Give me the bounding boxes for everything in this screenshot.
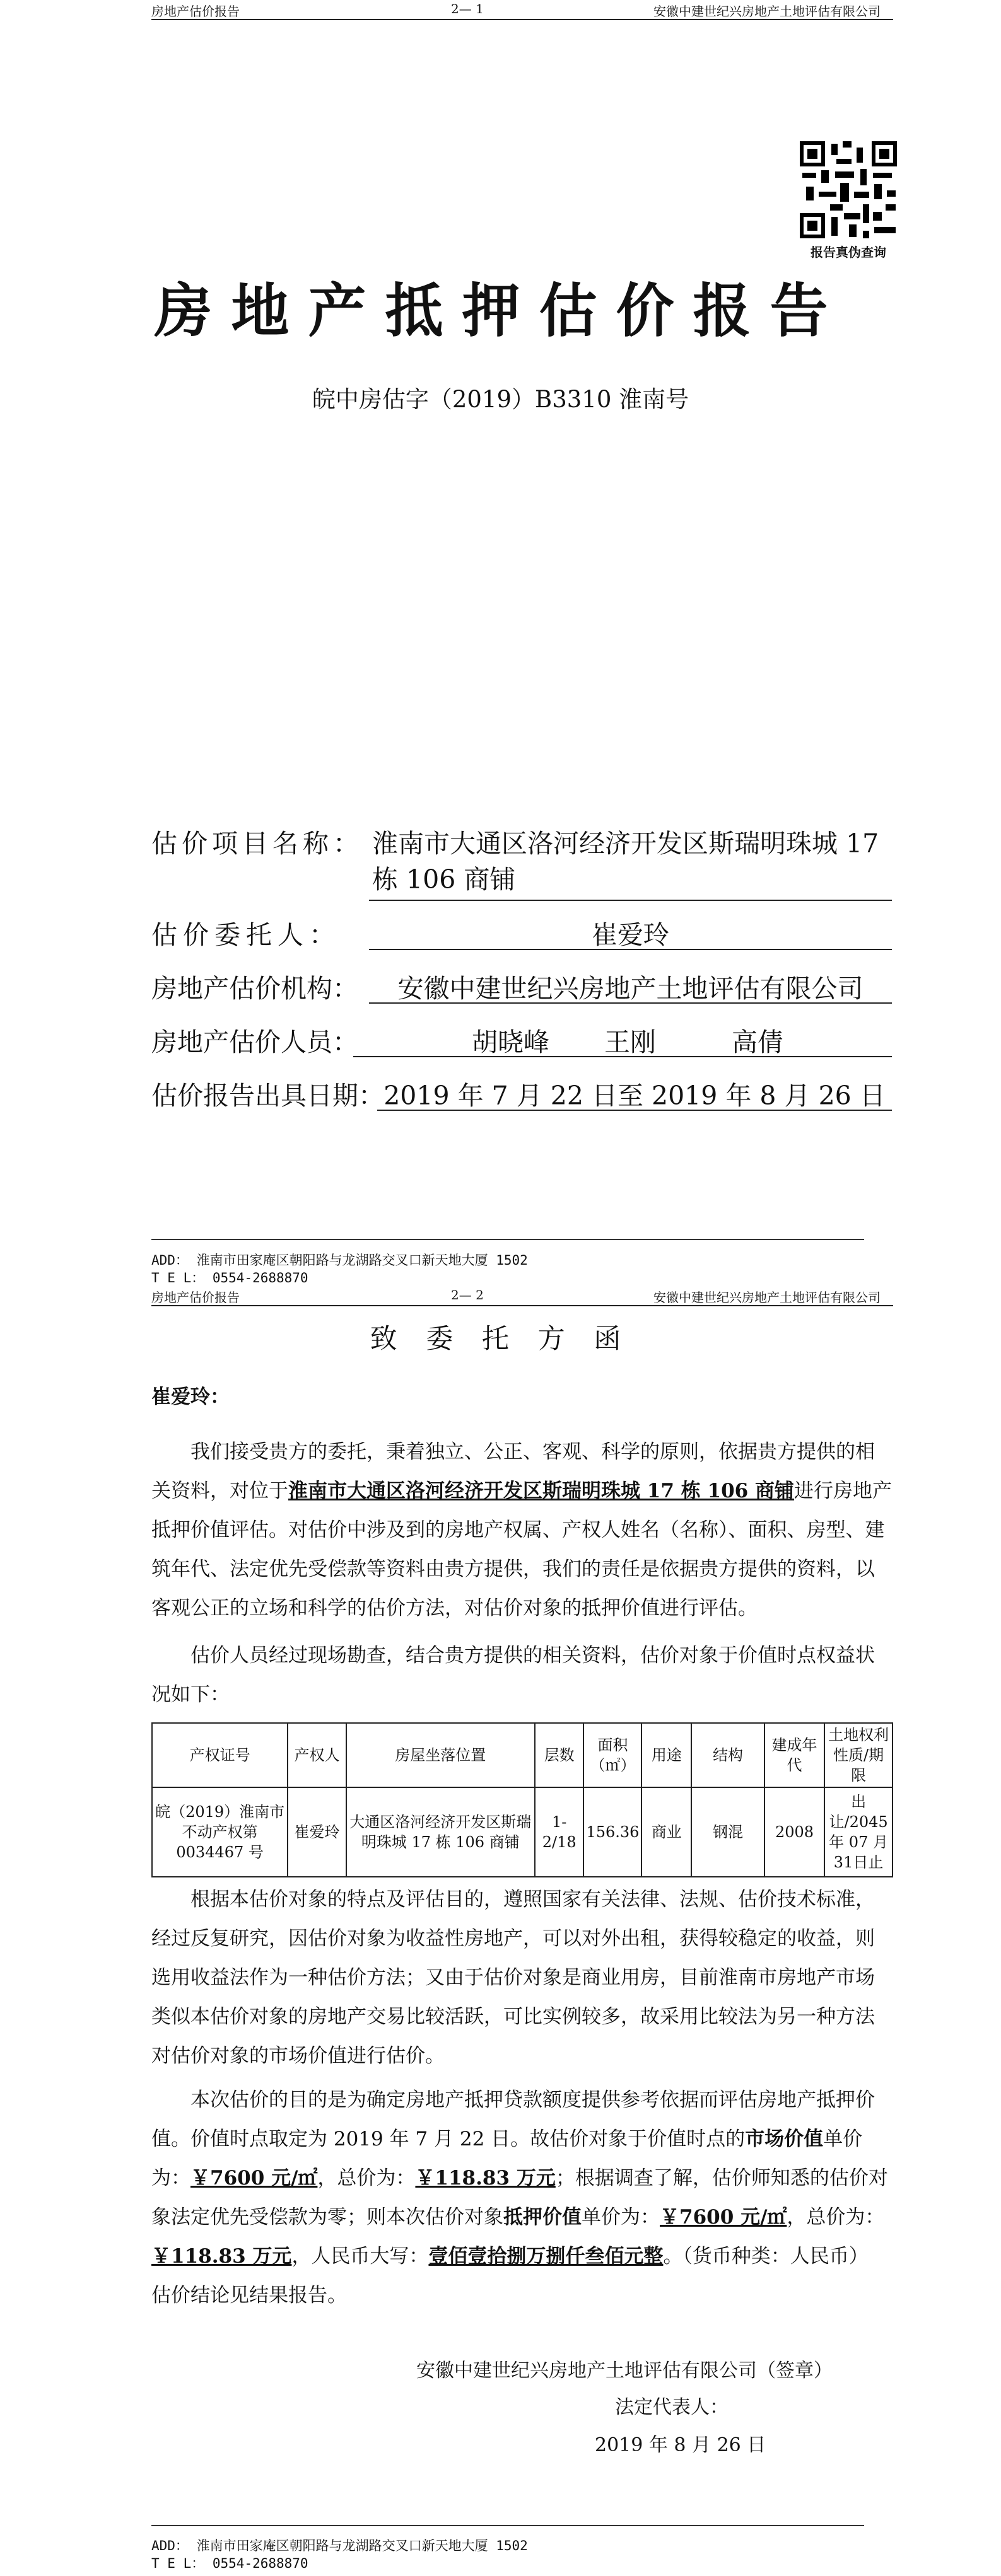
page1-footer <box>151 1251 528 1287</box>
table-cell: 商业 <box>641 1787 691 1877</box>
table-header: 层数 <box>535 1723 584 1787</box>
paragraph-methodology: 根据本估价对象的特点及评估目的，遵照国家有关法律、法规、估价技术标准，经过反复研究，因估价对象为收益性房地产，可以对外出租，获得较稳定的收益，则选用收益法作为一种估价方法；又由于估价对象是商业用房，目前淮南市房地产市场类似本估价对象的房地产交易比较活跃，可比实例较多，故采用比较法为另一种方法对估价对象的市场价值进行估价。 <box>151 1888 875 2067</box>
table-cell: 出让/2045年 07 月 31日止 <box>824 1787 893 1877</box>
conclusion-text: 本次估价的目的是为确定房地产抵押贷款额度提供参考依据而评估房地产抵押价值。价值时点取定为 2019 年 7 月 22 日。故估价对象于价值时点的 <box>151 2089 875 2150</box>
signature-date: 2019 年 8 月 26 日 <box>595 2434 766 2456</box>
amount-in-words: 壹佰壹拾捌万捌仟叁佰元整 <box>428 2245 664 2268</box>
table-cell: 156.36 <box>583 1787 641 1877</box>
header-page-number: 2— 1 <box>451 1 484 16</box>
header-left: 房地产估价报告 <box>151 4 240 19</box>
paragraph-see-result: 估价结论见结果报告。 <box>151 2284 347 2307</box>
conclusion-text: ，总价为： <box>787 2206 885 2229</box>
conclusion-text: 单价为： <box>151 2128 863 2190</box>
agency-label: 房地产估价机构： <box>151 973 358 1004</box>
table-cell: 钢混 <box>691 1787 764 1877</box>
conclusion-text: 单价为： <box>582 2206 660 2229</box>
property-rights-table <box>151 1722 893 1877</box>
table-header: 产权证号 <box>152 1723 288 1787</box>
paragraph-conclusion <box>151 2080 893 2276</box>
intro-text-b: 进行房地产抵押价值评估。对估价中涉及到的房地产权属、产权人姓名（名称）、面积、房型、建筑年代、法定优先受偿款等资料由贵方提供，我们的责任是依据贵方提供的资料，以客观公正的立场和科学的估价方法，对估价对象的抵押价值进行评估。 <box>151 1480 893 1620</box>
conclusion-text: 。（货币种类：人民币） <box>663 2245 869 2268</box>
agency-value: 安徽中建世纪兴房地产土地评估有限公司 <box>397 973 863 1004</box>
market-total-price: ￥118.83 万元 <box>415 2167 556 2190</box>
footer-address: ADD： 淮南市田家庵区朝阳路与龙湖路交叉口新天地大厦 1502 <box>151 2538 528 2553</box>
market-value-label: 市场价值 <box>745 2128 824 2150</box>
mortgage-value-label: 抵押价值 <box>503 2206 582 2229</box>
header-right: 安徽中建世纪兴房地产土地评估有限公司 <box>653 4 881 19</box>
qr-caption: 报告真伪查询 <box>811 245 886 260</box>
page2-header <box>151 1286 893 1306</box>
project-name-label: 估价项目名称： <box>151 828 363 859</box>
footer-tel: T E L： 0554-2688870 <box>151 1270 308 1285</box>
project-name-value-line1: 淮南市大通区洛河经济开发区斯瑞明珠城 17 <box>372 828 879 859</box>
intro-property-address: 淮南市大通区洛河经济开发区斯瑞明珠城 17 栋 106 商铺 <box>288 1480 795 1502</box>
appraiser-2: 王刚 <box>604 1027 656 1057</box>
table-header: 土地权利性质/期限 <box>824 1723 893 1787</box>
page1-header <box>151 0 893 20</box>
table-cell: 大通区洛河经济开发区斯瑞明珠城 17 栋 106 商铺 <box>346 1787 535 1877</box>
mortgage-unit-price: ￥7600 元/㎡ <box>660 2206 787 2229</box>
project-name-value-line2: 栋 106 商铺 <box>372 864 516 895</box>
salutation: 崔爱玲： <box>151 1386 230 1408</box>
report-number: 皖中房估字（2019）B3310 淮南号 <box>312 386 689 413</box>
table-header-row <box>152 1723 893 1787</box>
client-label: 估价委托人： <box>151 920 341 950</box>
signature-legal-rep: 法定代表人： <box>615 2396 729 2418</box>
table-cell: 崔爱玲 <box>288 1787 346 1877</box>
date-value: 2019 年 7 月 22 日至 2019 年 8 月 26 日 <box>383 1081 886 1111</box>
appraiser-1: 胡晓峰 <box>472 1027 549 1057</box>
qr-code-icon <box>800 141 897 238</box>
table-row <box>152 1787 893 1877</box>
intro-text-a: 我们接受贵方的委托，秉着独立、公正、客观、科学的原则，依据贵方提供的相关资料，对位于 <box>151 1441 875 1502</box>
conclusion-text: ，总价为： <box>317 2167 416 2190</box>
conclusion-text: ，人民币大写： <box>291 2245 429 2268</box>
appraisers-underline <box>353 1056 892 1057</box>
table-header: 结构 <box>691 1723 764 1787</box>
date-underline <box>377 1110 892 1111</box>
paragraph-survey: 估价人员经过现场勘查，结合贵方提供的相关资料，估价对象于价值时点权益状况如下： <box>151 1644 875 1706</box>
table-cell: 2008 <box>764 1787 824 1877</box>
footer-address: ADD： 淮南市田家庵区朝阳路与龙湖路交叉口新天地大厦 1502 <box>151 1253 528 1268</box>
agency-underline <box>369 1002 892 1004</box>
page1-footer-rule <box>151 1239 864 1240</box>
table-header: 面积（㎡） <box>583 1723 641 1787</box>
header-left: 房地产估价报告 <box>151 1290 240 1305</box>
appraisers-label: 房地产估价人员： <box>151 1027 358 1057</box>
paragraph-intro <box>151 1432 893 1628</box>
table-header: 建成年代 <box>764 1723 824 1787</box>
table-cell: 1-2/18 <box>535 1787 584 1877</box>
project-name-underline <box>369 900 892 901</box>
signature-company: 安徽中建世纪兴房地产土地评估有限公司（签章） <box>416 2360 833 2382</box>
table-header: 房屋坐落位置 <box>346 1723 535 1787</box>
mortgage-total-price: ￥118.83 万元 <box>151 2245 292 2268</box>
market-unit-price: ￥7600 元/㎡ <box>190 2167 318 2190</box>
letter-title: 致 委 托 方 函 <box>370 1323 631 1355</box>
conclusion-text: ；根据调查了解，估价师知悉的估价对象法定优先受偿款为零；则本次估价对象 <box>151 2167 888 2229</box>
client-underline <box>369 949 892 950</box>
table-cell: 皖（2019）淮南市不动产权第 0034467 号 <box>152 1787 288 1877</box>
table-header: 产权人 <box>288 1723 346 1787</box>
table-header: 用途 <box>641 1723 691 1787</box>
header-page-number: 2— 2 <box>451 1287 484 1303</box>
appraiser-3: 高倩 <box>732 1027 783 1057</box>
footer-tel: T E L： 0554-2688870 <box>151 2556 308 2571</box>
date-label: 估价报告出具日期： <box>151 1081 384 1111</box>
report-title: 房地产抵押估价报告 <box>154 277 847 345</box>
page2-footer-rule <box>151 2525 864 2526</box>
client-value: 崔爱玲 <box>592 920 669 950</box>
page2-footer <box>151 2537 528 2572</box>
header-right: 安徽中建世纪兴房地产土地评估有限公司 <box>653 1290 881 1305</box>
